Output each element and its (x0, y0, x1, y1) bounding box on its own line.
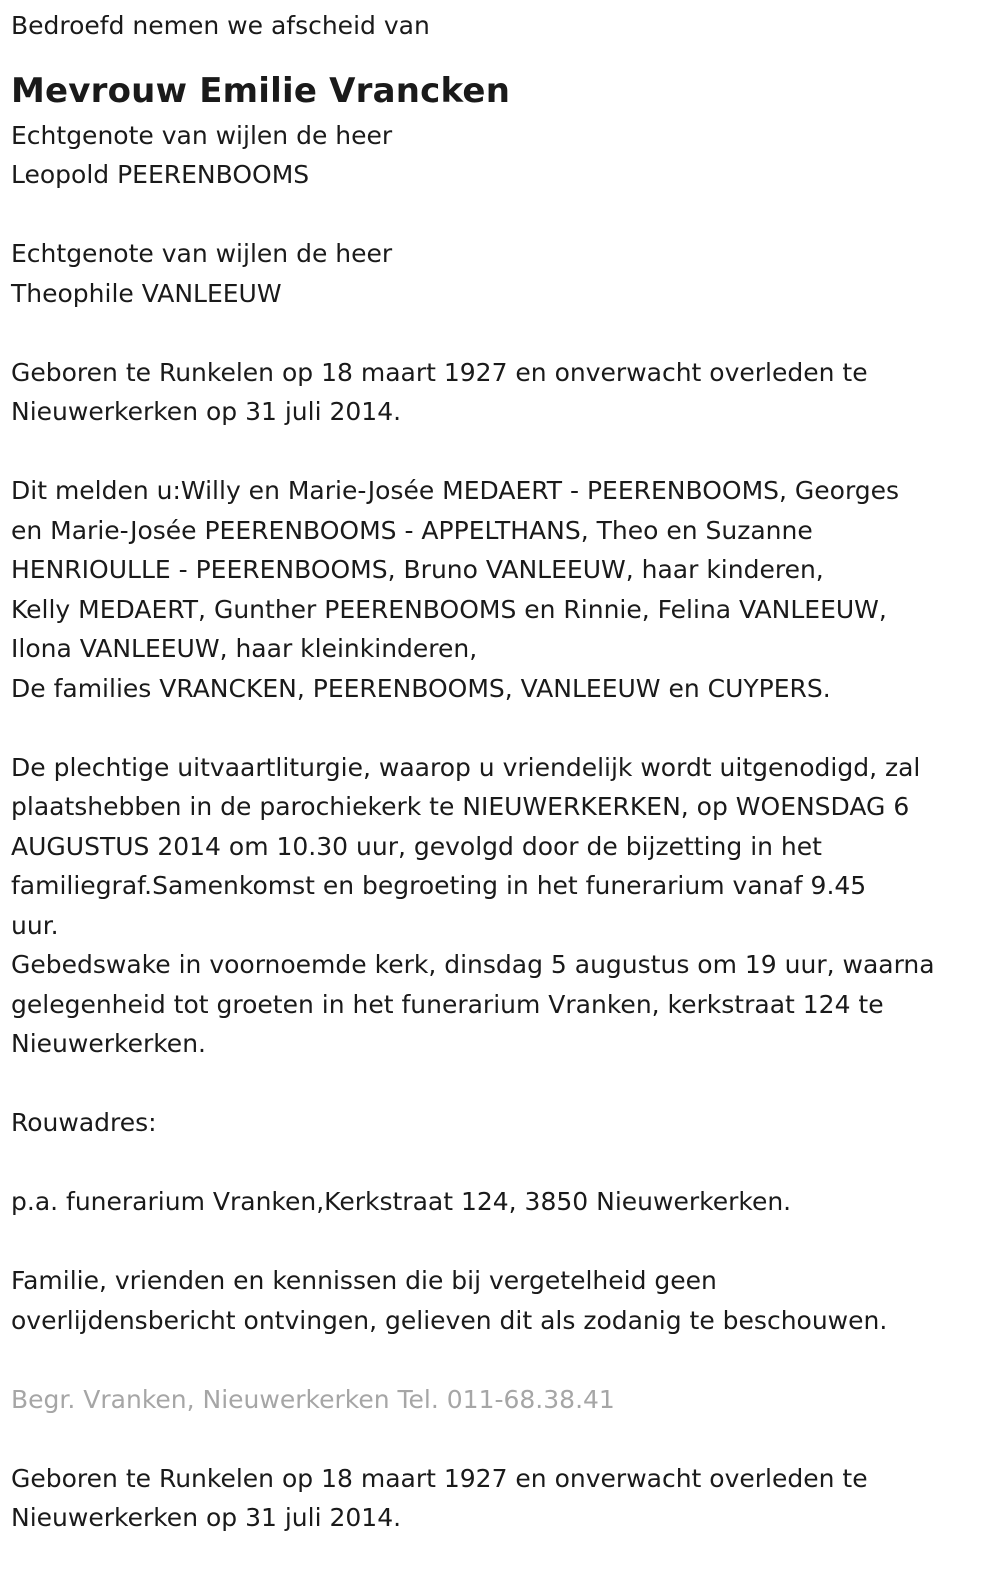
ceremony-line: AUGUSTUS 2014 om 10.30 uur, gevolgd door de bijzetting in het (11, 831, 822, 861)
family-line: De families VRANCKEN, PEERENBOOMS, VANLEEUW en CUYPERS. (11, 673, 831, 703)
spouse2-line2: Theophile VANLEEUW (11, 278, 282, 308)
spacer (11, 46, 989, 66)
family-paragraph (11, 471, 989, 708)
spacer (11, 1222, 989, 1262)
ceremony-line: Nieuwerkerken. (11, 1029, 206, 1058)
intro-text: Bedroefd nemen we afscheid van (11, 11, 430, 40)
birth-line2: Nieuwerkerken op 31 juli 2014. (11, 397, 402, 426)
spacer (11, 1143, 989, 1183)
family-line: HENRIOULLE - PEERENBOOMS, Bruno VANLEEUW, haar kinderen, (11, 555, 824, 584)
ceremony-line: De plechtige uitvaartliturgie, waarop u vriendelijk wordt uitgenodigd, zal (11, 752, 921, 782)
family-line: en Marie-Josée PEERENBOOMS - APPELTHANS, Theo en Suzanne (11, 515, 813, 545)
notice-line1: Familie, vrienden en kennissen die bij vergetelheid geen (11, 1266, 717, 1295)
family-line: Dit melden u:Willy en Marie-Josée MEDAERT - PEERENBOOMS, Georges (11, 476, 900, 505)
birth-repeat-line2: Nieuwerkerken op 31 juli 2014. (11, 1503, 402, 1532)
spacer (11, 195, 989, 235)
birth-line1: Geboren te Runkelen op 18 maart 1927 en onverwacht overleden te (11, 357, 868, 387)
spouse2-line1: Echtgenote van wijlen de heer (11, 239, 393, 268)
ceremony-line: uur. (11, 910, 59, 940)
family-line: Ilona VANLEEUW, haar kleinkinderen, (11, 634, 478, 663)
undertaker-info: Begr. Vranken, Nieuwerkerken Tel. 011-68.38.41 (11, 1384, 615, 1414)
family-line: Kelly MEDAERT, Gunther PEERENBOOMS en Rinnie, Felina VANLEEUW, (11, 594, 887, 624)
ceremony-line: familiegraf.Samenkomst en begroeting in het funerarium vanaf 9.45 (11, 871, 867, 900)
address-label: Rouwadres: (11, 1108, 157, 1137)
spacer (11, 1340, 989, 1380)
ceremony-line: plaatshebben in de parochiekerk te NIEUWERKERKEN, op WOENSDAG 6 (11, 792, 910, 821)
ceremony-line: Gebedswake in voornoemde kerk, dinsdag 5 augustus om 19 uur, waarna (11, 950, 935, 979)
spacer (11, 1419, 989, 1459)
spacer (11, 708, 989, 748)
spacer (11, 313, 989, 353)
spacer (11, 1064, 989, 1104)
ceremony-line: gelegenheid tot groeten in het funerarium Vranken, kerkstraat 124 te (11, 989, 884, 1019)
birth-repeat-line1: Geboren te Runkelen op 18 maart 1927 en onverwacht overleden te (11, 1463, 868, 1493)
address-text: p.a. funerarium Vranken,Kerkstraat 124, 3850 Nieuwerkerken. (11, 1187, 792, 1216)
deceased-name: Mevrouw Emilie Vrancken (11, 70, 511, 111)
notice-line2: overlijdensbericht ontvingen, gelieven dit als zodanig te beschouwen. (11, 1305, 888, 1335)
spouse1-line1: Echtgenote van wijlen de heer (11, 120, 393, 150)
ceremony-paragraph (11, 748, 989, 1064)
spacer (11, 432, 989, 472)
spouse1-line2: Leopold PEERENBOOMS (11, 160, 310, 189)
